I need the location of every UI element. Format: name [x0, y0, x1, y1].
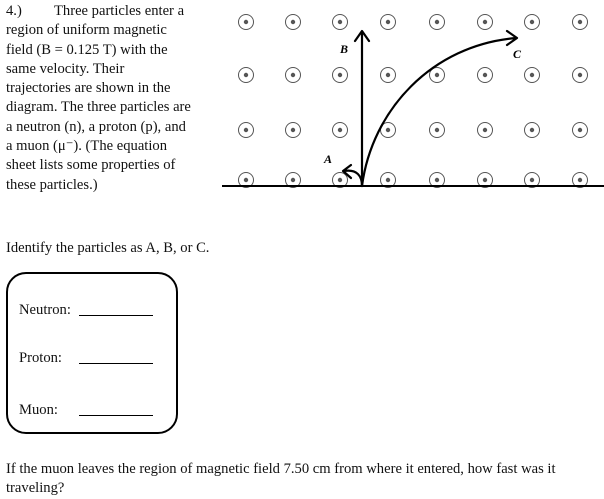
field-symbols	[239, 15, 588, 188]
field-dot-icon	[286, 123, 301, 138]
problem-line: diagram. The three particles are	[6, 99, 191, 116]
followup-line: traveling?	[6, 479, 65, 496]
muon-answer-blank[interactable]	[79, 415, 153, 416]
followup-question	[6, 460, 604, 497]
field-dot-icon	[478, 68, 493, 83]
neutron-label: Neutron:	[19, 302, 71, 318]
field-dot-icon	[333, 15, 348, 30]
field-dot-icon	[573, 68, 588, 83]
problem-line: same velocity. Their	[6, 60, 125, 77]
trajectory-c	[362, 31, 517, 186]
problem-line: field (B = 0.125 T) with the	[6, 41, 168, 58]
problem-line: region of uniform magnetic	[6, 22, 167, 39]
question-number: 4.)	[6, 3, 22, 19]
field-dot-icon	[430, 15, 445, 30]
field-dot-icon	[286, 15, 301, 30]
problem-line: sheet lists some properties of	[6, 157, 176, 174]
problem-line: trajectories are shown in the	[6, 80, 171, 97]
field-dot-icon	[430, 123, 445, 138]
problem-line: Three particles enter a	[54, 3, 185, 19]
magnetic-field-diagram	[222, 0, 604, 200]
instruction-text: Identify the particles as A, B, or C.	[6, 240, 210, 256]
label-a: A	[324, 152, 333, 166]
proton-answer-row	[19, 348, 156, 368]
field-dot-icon	[333, 68, 348, 83]
proton-label: Proton:	[19, 350, 62, 366]
field-dot-icon	[239, 123, 254, 138]
problem-line: a neutron (n), a proton (p), and	[6, 118, 186, 135]
field-dot-icon	[286, 68, 301, 83]
neutron-answer-row	[19, 300, 156, 320]
proton-answer-blank[interactable]	[79, 363, 153, 364]
followup-line: If the muon leaves the region of magnetic field 7.50 cm from where it entered, how fast was it	[6, 461, 556, 477]
problem-line: these particles.)	[6, 176, 98, 193]
answer-box	[6, 272, 178, 434]
field-dot-icon	[381, 15, 396, 30]
muon-label: Muon:	[19, 402, 58, 418]
field-dot-icon	[239, 15, 254, 30]
field-dot-icon	[478, 15, 493, 30]
muon-answer-row	[19, 400, 156, 420]
problem-statement	[6, 2, 221, 195]
field-dot-icon	[525, 123, 540, 138]
field-dot-icon	[333, 123, 348, 138]
field-dot-icon	[381, 68, 396, 83]
field-dot-icon	[573, 123, 588, 138]
field-dot-icon	[573, 15, 588, 30]
field-dot-icon	[525, 68, 540, 83]
label-c: C	[513, 47, 522, 61]
label-b: B	[340, 42, 349, 56]
field-dot-icon	[478, 123, 493, 138]
problem-line: a muon (μ⁻). (The equation	[6, 138, 168, 155]
neutron-answer-blank[interactable]	[79, 315, 153, 316]
field-dot-icon	[239, 68, 254, 83]
field-dot-icon	[525, 15, 540, 30]
